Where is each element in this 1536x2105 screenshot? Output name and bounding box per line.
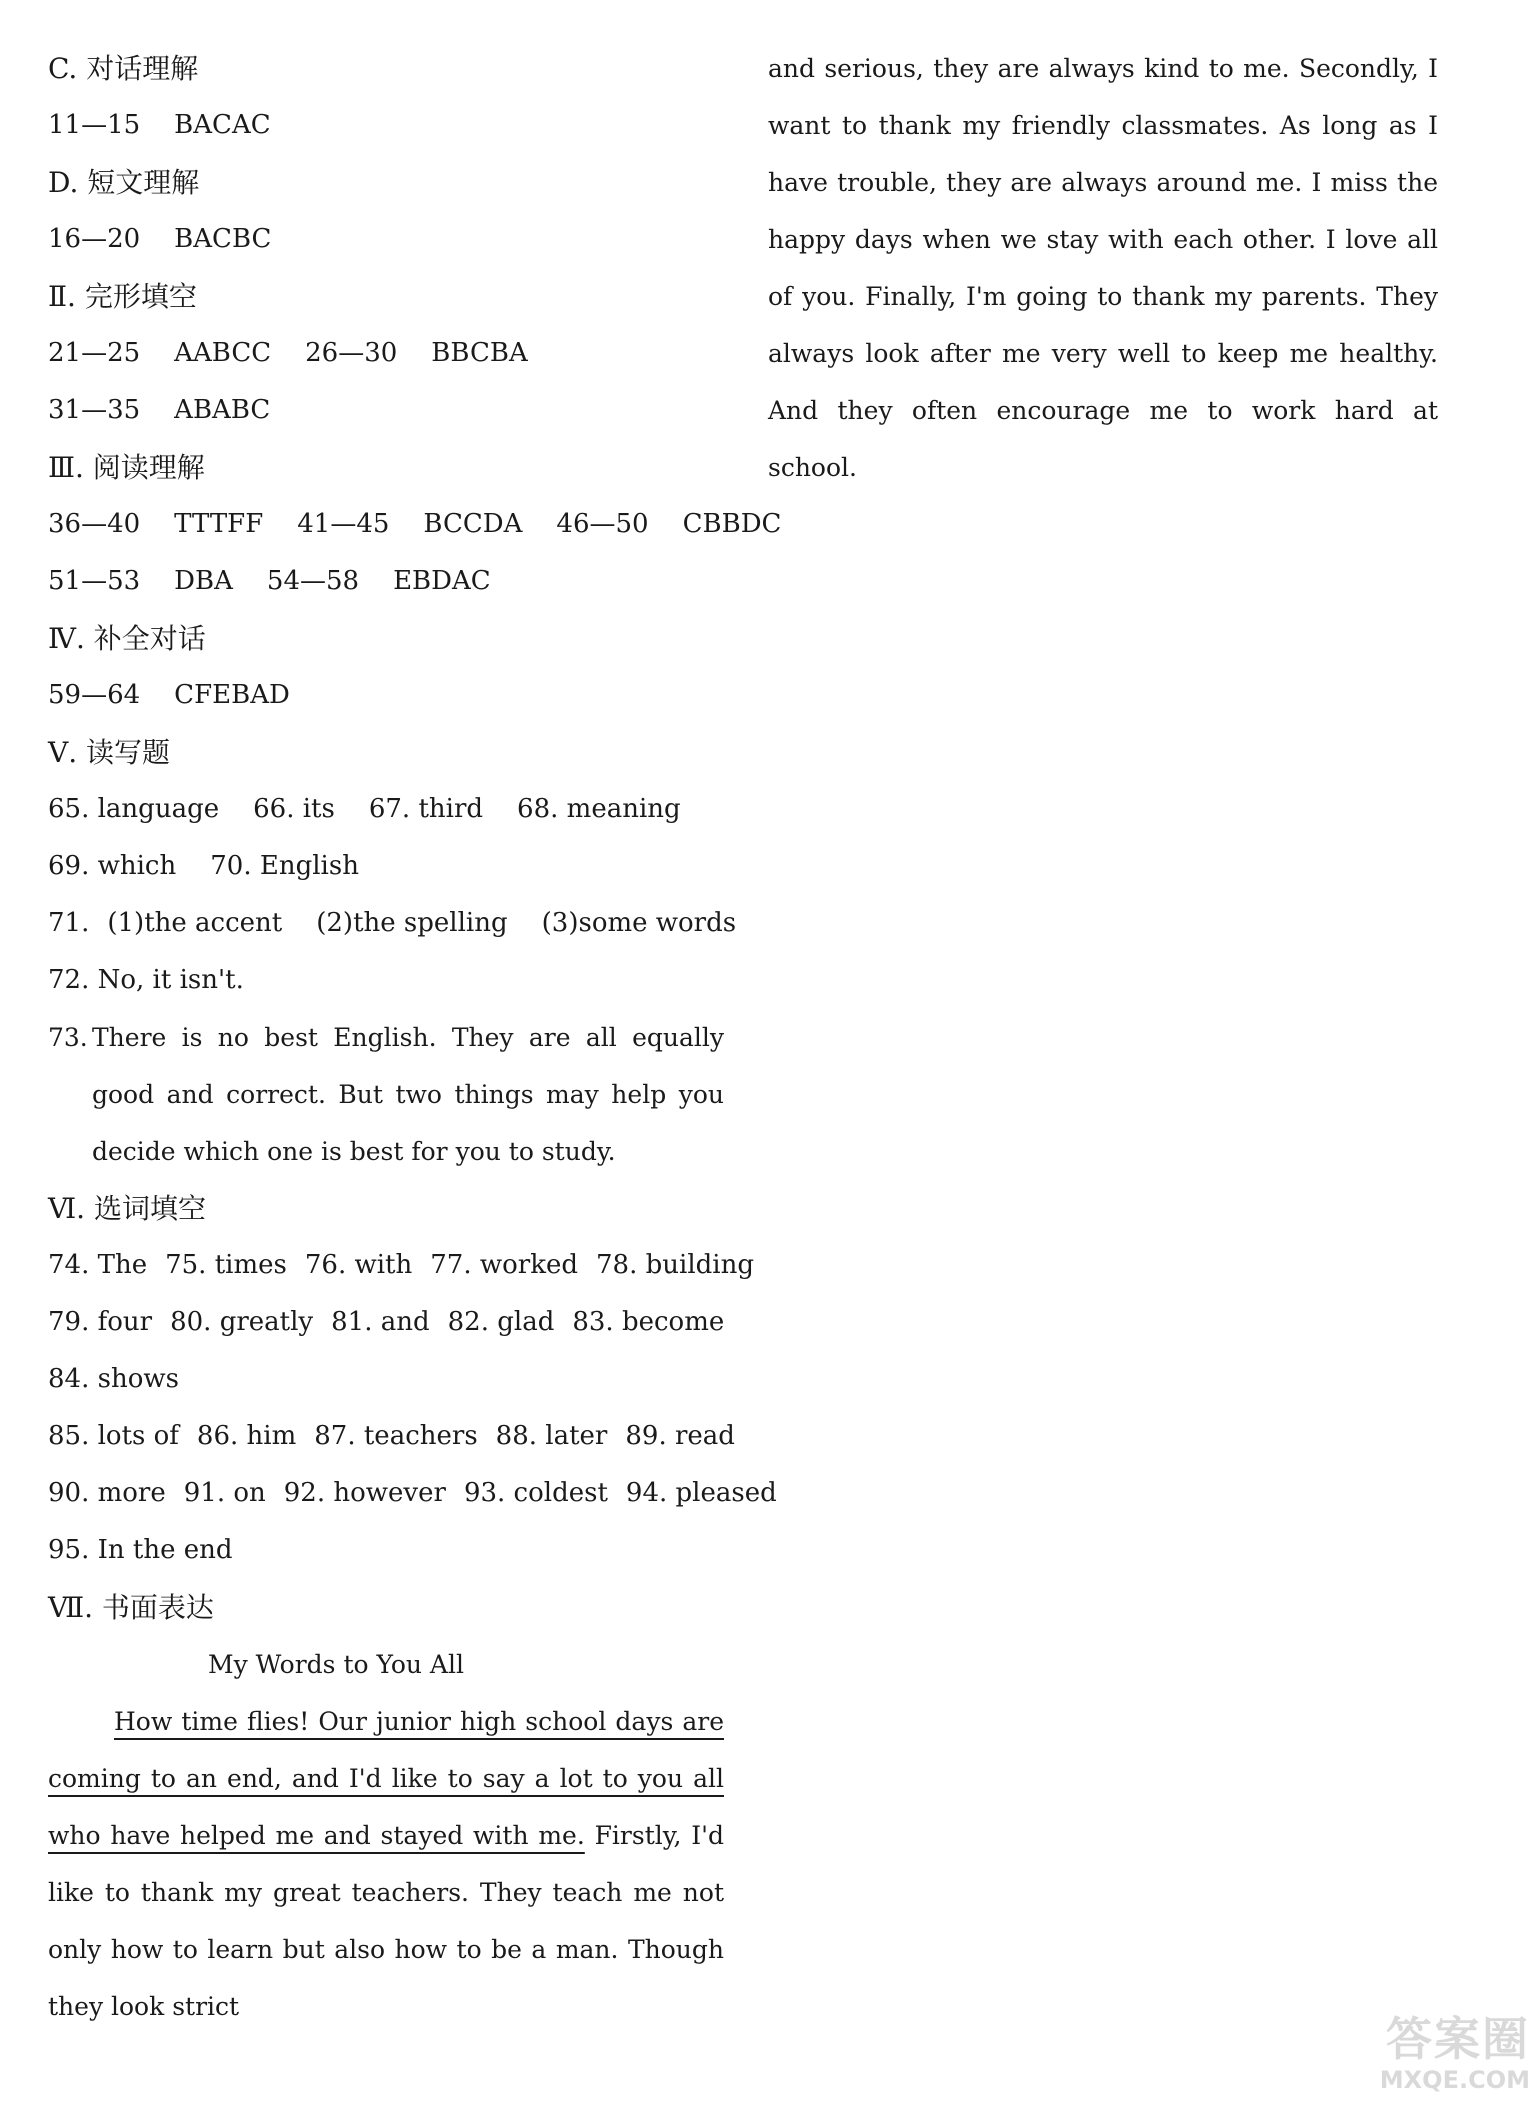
answer-letters: DBA xyxy=(174,566,233,596)
answer-item: 75. times xyxy=(165,1250,287,1280)
answer-item: 93. coldest xyxy=(463,1478,608,1508)
answer-key-left-column xyxy=(48,40,782,2035)
answer-row xyxy=(48,1237,754,1294)
question-range: 11—15 xyxy=(48,110,141,140)
question-range: 59—64 xyxy=(48,680,141,710)
answer-row xyxy=(48,97,724,154)
answer-item: 91. on xyxy=(183,1478,266,1508)
section-7-heading: Ⅶ. 书面表达 xyxy=(48,1591,214,1624)
answer-letters: TTTFF xyxy=(174,509,264,539)
answer-row xyxy=(48,1465,777,1522)
answer-item: 67. third xyxy=(368,794,484,824)
answer-73 xyxy=(48,1009,724,1180)
answer-item: 80. greatly xyxy=(170,1307,314,1337)
answer-item: 66. its xyxy=(253,794,335,824)
answer-letters: CFEBAD xyxy=(174,680,290,710)
answer-item: 72. No, it isn't. xyxy=(48,965,244,995)
answer-row xyxy=(48,895,737,952)
answer-73-text: There is no best English. They are all equally good and correct. But two things may help you decide which one is best for you to study. xyxy=(92,1023,724,1166)
answer-item: 76. with xyxy=(304,1250,413,1280)
question-number: 73. xyxy=(48,1023,88,1052)
answer-item: 85. lots of xyxy=(48,1421,179,1451)
question-range: 46—50 xyxy=(556,509,649,539)
site-watermark xyxy=(1330,2013,1530,2101)
section-d-heading: D. 短文理解 xyxy=(48,166,200,199)
answer-row xyxy=(48,1294,724,1351)
answer-item: 68. meaning xyxy=(517,794,681,824)
answer-item: 95. In the end xyxy=(48,1535,233,1565)
question-range: 16—20 xyxy=(48,224,141,254)
answer-item: 74. The xyxy=(48,1250,148,1280)
answer-item: 69. which xyxy=(48,851,177,881)
answer-row xyxy=(48,1522,724,1579)
answer-letters: EBDAC xyxy=(393,566,491,596)
answer-item: 82. glad xyxy=(447,1307,555,1337)
question-number: 71. xyxy=(48,908,90,938)
answer-letters: BACAC xyxy=(174,110,271,140)
section-3-heading: Ⅲ. 阅读理解 xyxy=(48,451,205,484)
answer-row xyxy=(48,781,724,838)
answer-row xyxy=(48,1408,735,1465)
answer-letters: CBBDC xyxy=(682,509,782,539)
answer-letters: BCCDA xyxy=(423,509,523,539)
answer-row xyxy=(48,838,724,895)
answer-item: 89. read xyxy=(625,1421,735,1451)
answer-letters: AABCC xyxy=(174,338,272,368)
section-6-heading: Ⅵ. 选词填空 xyxy=(48,1192,206,1225)
section-5-heading: Ⅴ. 读写题 xyxy=(48,736,171,769)
answer-row xyxy=(48,382,724,439)
answer-item: 90. more xyxy=(48,1478,166,1508)
essay-title: My Words to You All xyxy=(208,1650,464,1679)
answer-row xyxy=(48,1351,724,1408)
question-range: 21—25 xyxy=(48,338,141,368)
answer-item: 94. pleased xyxy=(625,1478,777,1508)
answer-letters: ABABC xyxy=(174,395,271,425)
section-4-heading: Ⅳ. 补全对话 xyxy=(48,622,206,655)
answer-item: 79. four xyxy=(48,1307,153,1337)
answer-letters: BACBC xyxy=(174,224,272,254)
answer-item: 65. language xyxy=(48,794,220,824)
question-range: 26—30 xyxy=(305,338,398,368)
watermark-url: MXQE.COM xyxy=(1379,2066,1530,2094)
answer-item: (1)the accent xyxy=(107,908,283,938)
answer-row xyxy=(48,496,782,553)
essay-underlined-opening: How time flies! Our junior high school days are coming to an end, and I'd like to say a lot to you all who have helped me and stayed with me. xyxy=(48,1707,724,1850)
answer-item: 81. and xyxy=(331,1307,430,1337)
answer-item: 87. teachers xyxy=(314,1421,478,1451)
answer-row xyxy=(48,553,724,610)
answer-item: 78. building xyxy=(596,1250,754,1280)
answer-row xyxy=(48,667,724,724)
question-range: 36—40 xyxy=(48,509,141,539)
answer-item: 77. worked xyxy=(430,1250,578,1280)
answer-item: 88. later xyxy=(495,1421,608,1451)
answer-item: 92. however xyxy=(283,1478,446,1508)
answer-row xyxy=(48,325,724,382)
answer-item: 84. shows xyxy=(48,1364,179,1394)
answer-row xyxy=(48,211,724,268)
section-c-heading: C. 对话理解 xyxy=(48,52,199,85)
question-range: 51—53 xyxy=(48,566,141,596)
answer-item: 83. become xyxy=(572,1307,725,1337)
answer-row xyxy=(48,952,724,1009)
answer-item: 86. him xyxy=(196,1421,297,1451)
answer-key-right-column xyxy=(768,40,1438,496)
question-range: 54—58 xyxy=(266,566,360,596)
essay-body-right: and serious, they are always kind to me. Secondly, I want to thank my friendly classmates. As long as I have trouble, they are always around me. I miss the happy days when we stay with each other. I love all of you. Finally, I'm going to thank my parents. They always look after me very well to keep me healthy. And they often encourage me to work hard at school. xyxy=(768,54,1438,482)
essay-body-text: Firstly, I'd like to thank my great teachers. They teach me not only how to learn but also how to be a man. Though they look strict xyxy=(48,1821,725,2021)
question-range: 41—45 xyxy=(297,509,390,539)
section-2-heading: Ⅱ. 完形填空 xyxy=(48,280,197,313)
essay-body-left xyxy=(48,1693,724,2035)
answer-item: 70. English xyxy=(210,851,359,881)
watermark-logo-icon: 答案圈 xyxy=(1386,2012,1530,2066)
answer-letters: BBCBA xyxy=(431,338,528,368)
answer-item: (3)some words xyxy=(541,908,737,938)
question-range: 31—35 xyxy=(48,395,141,425)
answer-item: (2)the spelling xyxy=(316,908,508,938)
